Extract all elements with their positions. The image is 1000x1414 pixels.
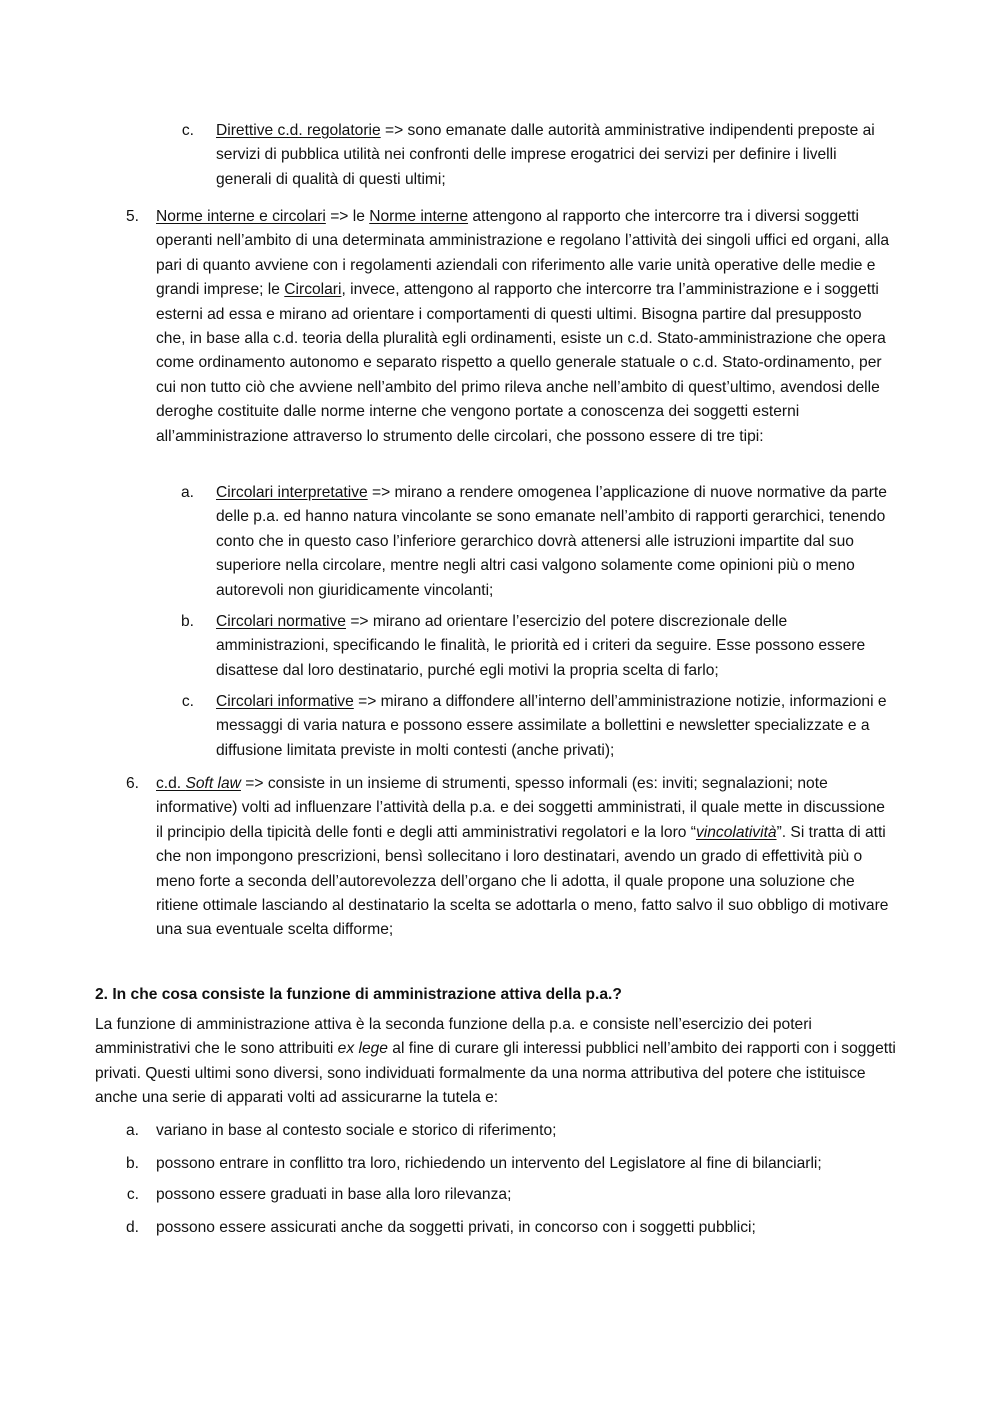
term-description: => sono emanate dalle autorità amministrative indipendenti preposte ai servizi di pubblica utilità nei confronti delle imprese erogatrici dei servizi per definire i livelli generali di qualità di questi ultimi; [216,122,875,188]
term-underlined: Circolari interpretative [216,484,368,501]
text-run: al fine di curare gli interessi pubblici nell’ambito dei rapporti con i soggetti privati. Questi ultimi sono diversi, sono individuati formalmente da una norma attributiva del potere che istituisce anche una serie di apparati volti ad assicurarne la tutela e: [95,1040,896,1107]
list-marker: b. [125,1155,139,1172]
list-item-text [216,690,892,763]
text-run: => consiste in un insieme di strumenti, spesso informali (es: inviti; segnalazioni; note informative) volti ad influenzare l’attività della p.a. e dei soggetti amministrati, il quale mette in discussione il principio della tipicità delle fonti e degli atti amministrativi regolatori e la loro “ [156,775,885,841]
term-underlined: Direttive c.d. regolatorie [216,122,381,139]
list-item-text [156,205,891,449]
term-description: => mirano a rendere omogenea l’applicazione di nuove normative da parte delle p.a. ed hanno natura vincolante se sono emanate nell’ambito di rapporti gerarchici, tenendo conto che in questo caso l’inferiore gerarchico dovrà attenersi alle istruzioni impartite dal suo superiore nella circolare, mentre negli altri casi valgono solamente come opinioni più o meno autorevoli non giuridicamente vincolanti; [216,484,887,599]
text-run: attengono al rapporto che intercorre tra i diversi soggetti operanti nell’ambito di una determinata amministrazione e regolano l’attività dei singoli uffici ed organi, alla pari di quanto avviene con i regolamenti aziendali con riferimento alle varie unità operative delle medie e grandi imprese; le [156,208,890,299]
list-item-text: possono essere graduati in base alla loro rilevanza; [156,1186,512,1203]
term-underlined: c.d. [156,775,186,792]
term-description: => mirano ad orientare l’esercizio del potere discrezionale delle amministrazioni, specificando le finalità, le priorità ed i criteri da seguire. Esse possono essere disattese dal loro destinatario, purché egli motivi la propria scelta di farlo; [216,613,866,679]
list-item-text: possono essere assicurati anche da soggetti privati, in concorso con i soggetti pubblici; [156,1219,756,1236]
text-run: La funzione di amministrazione attiva è la seconda funzione della p.a. e consiste nell’esercizio dei poteri amministrativi che le sono attribuiti [95,1016,812,1058]
list-marker: c. [181,693,194,710]
term-underlined: Circolari [284,281,342,299]
list-marker: d. [125,1219,139,1236]
term-underlined: Norme interne e circolari [156,208,326,225]
text-run: ”. Si tratta di atti che non impongono prescrizioni, bensì sollecitano i loro destinatari, avendo un grado di effettività più o meno forte a seconda dell’autorevolezza dell’organo che li adotta, il quale propone una soluzione che ritiene ottimale lasciando al destinatario la scelta se adottarla o meno, fatto salvo il suo obbligo di motivare una sua eventuale scelta difforme; [156,823,889,939]
text-run: => le [325,208,370,225]
question-paragraph [95,1013,905,1111]
list-marker: c. [181,122,194,139]
list-marker: c. [126,1186,139,1203]
term-underlined: Norme interne [369,208,469,225]
text-run: , invece, attengono al rapporto che intercorre tra l’amministrazione e i soggetti esterni ad essa e mirano ad orientare i comportamenti di questi ultimi. Bisogna partire dal presupposto che, in base alla c.d. teoria della pluralità egli ordinamenti, esiste un c.d. Stato-amministrazione che opera come ordinamento autonomo e separato rispetto a quello generale statuale o c.d. Stato-ordinamento, per cui non tutto ciò che avviene nell’ambito del primo rileva anche nell’ambito di quest’ultimo, avendosi delle deroghe costituite dalle norme interne che vengono portate a conoscenza dei soggetti esterni all’amministrazione attraverso lo strumento delle circolari, che possono essere di tre tipi: [156,281,886,445]
list-marker: b. [180,613,194,630]
term-underlined-italic: Soft law [185,775,241,792]
list-item-text [156,772,896,943]
list-marker: 5. [125,208,139,225]
list-marker: a. [180,484,194,501]
term-underlined: Circolari normative [216,613,346,630]
term-description: => mirano a diffondere all’interno dell’amministrazione notizie, informazioni e messaggi di varia natura e possono essere assimilate a bollettini e newsletter specializzate e a diffusione limitata previste in molti contesti (anche privati); [216,693,887,759]
term-underlined: Circolari informative [216,693,354,710]
question-heading: 2. In che cosa consiste la funzione di amministrazione attiva della p.a.? [95,986,622,1003]
italic-text: ex lege [337,1040,388,1058]
list-item-text [216,119,886,192]
list-marker: 6. [125,775,139,792]
list-item-text [216,610,880,683]
list-item-text: variano in base al contesto sociale e storico di riferimento; [156,1122,557,1139]
list-item-text [216,481,892,603]
list-item-text: possono entrare in conflitto tra loro, richiedendo un intervento del Legislatore al fine di bilanciarli; [156,1155,822,1172]
list-marker: a. [125,1122,139,1139]
term-underlined-italic: vincolatività [695,823,777,841]
